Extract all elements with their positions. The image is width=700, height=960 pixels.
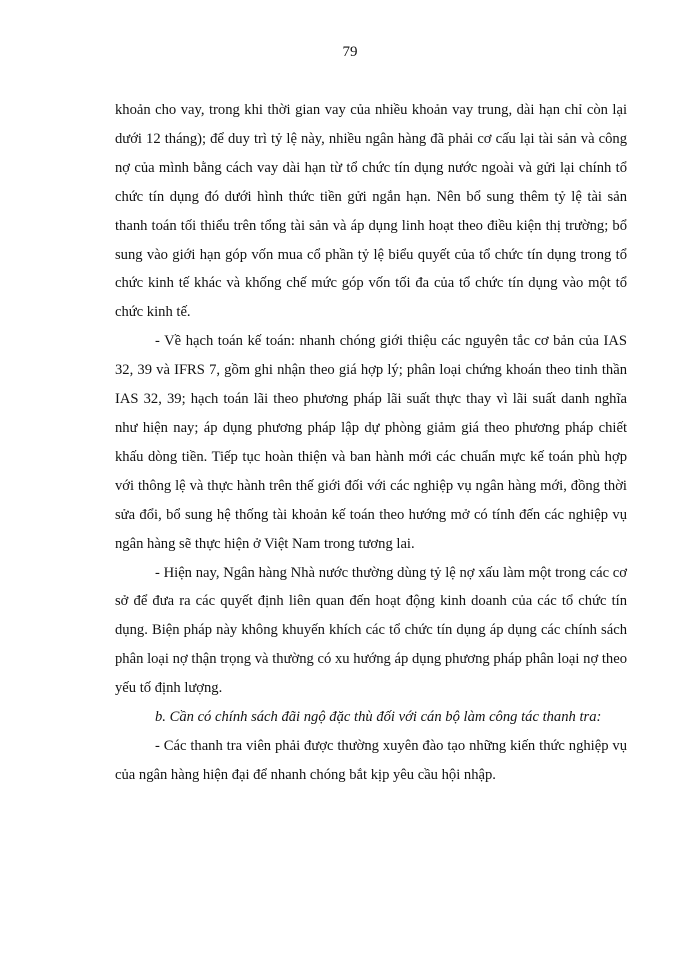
paragraph-inspectors: - Các thanh tra viên phải được thường xuyên đào tạo những kiến thức nghiệp vụ của ngân hàng hiện đại để nhanh chóng bắt kịp yêu cầu hội nhập. [115,737,627,783]
section-heading-b: b. Cần có chính sách đãi ngộ đặc thù đối với cán bộ làm công tác thanh tra: [155,709,602,726]
paragraph-continuation: khoản cho vay, trong khi thời gian vay của nhiều khoản vay trung, dài hạn chỉ còn lại dưới 12 tháng); để duy trì tỷ lệ này, nhiều ngân hàng đã phải cơ cấu lại tài sản và công nợ của mình bằng cách vay dài hạn từ tổ chức tín dụng nước ngoài và gửi lại chính tổ chức tín dụng đó dưới hình thức tiền gửi ngắn hạn. Nên bổ sung thêm tỷ lệ tài sản thanh toán tối thiểu trên tổng tài sản và áp dụng linh hoạt theo điều kiện thị trường; bổ sung vào giới hạn góp vốn mua cổ phần tỷ lệ biểu quyết của tổ chức tín dụng trong tổ chức kinh tế khác và khống chế mức góp vốn tối đa của tổ chức tín dụng vào một tổ chức kinh tế. [115,102,627,321]
paragraph-bad-debt: - Hiện nay, Ngân hàng Nhà nước thường dùng tỷ lệ nợ xấu làm một trong các cơ sở để đưa ra các quyết định liên quan đến hoạt động kinh doanh của các tổ chức tín dụng. Biện pháp này không khuyến khích các tổ chức tín dụng áp dụng các chính sách phân loại nợ thận trọng và thường có xu hướng áp dụng phương pháp phân loại nợ theo yếu tố định lượng. [115,564,627,697]
paragraph-accounting: - Về hạch toán kế toán: nhanh chóng giới thiệu các nguyên tắc cơ bản của IAS 32, 39 và IFRS 7, gồm ghi nhận theo giá hợp lý; phân loại chứng khoán theo tinh thần IAS 32, 39; hạch toán lãi theo phương pháp lãi suất thực thay vì lãi suất danh nghĩa như hiện nay; áp dụng phương pháp lập dự phòng giảm giá theo phương pháp chiết khấu dòng tiền. Tiếp tục hoàn thiện và ban hành mới các chuẩn mực kế toán phù hợp với thông lệ và thực hành trên thế giới đối với các nghiệp vụ ngân hàng mới, đồng thời sửa đổi, bổ sung hệ thống tài khoản kế toán theo hướng mở có tính đến các nghiệp vụ ngân hàng sẽ thực hiện ở Việt Nam trong tương lai. [115,333,627,552]
page-number: 79 [342,44,358,60]
body-text [115,96,627,790]
